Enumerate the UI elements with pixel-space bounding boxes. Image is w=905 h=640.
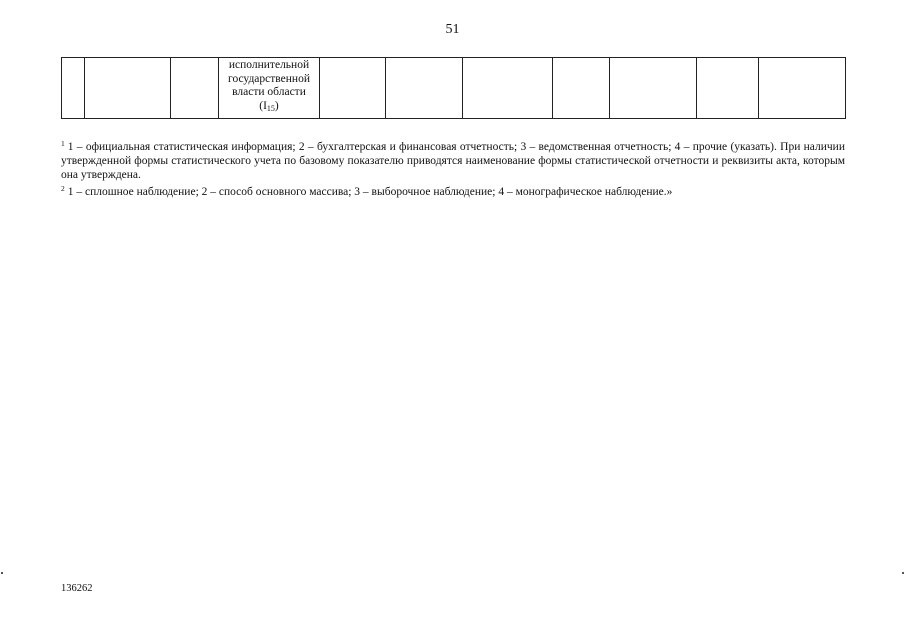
table-cell: [171, 58, 219, 119]
indicator-code-sub: 15: [266, 103, 275, 113]
table-cell: [759, 58, 846, 119]
table-row: [62, 58, 846, 119]
indicator-code: [259, 100, 279, 112]
cell-text-block: [219, 58, 319, 115]
cell-line: исполнительной: [228, 59, 310, 71]
table-cell: [386, 58, 463, 119]
footnote-1: [61, 137, 845, 182]
table-cell-authority: [219, 58, 320, 119]
footnote-text: 1 – официальная статистическая информация; 2 – бухгалтерская и финансовая отчетность; 3 – ведомственная отчетность; 4 – прочие (указать). При наличии утвержденной формы статистического учета по базовому показателю приводятся наименование формы статистической отчетности и реквизиты акта, которым она утверждена.: [61, 141, 845, 181]
table-cell: [553, 58, 610, 119]
footnote-text: 1 – сплошное наблюдение; 2 – способ основного массива; 3 – выборочное наблюдение; 4 – монографическое наблюдение.»: [67, 186, 673, 198]
cell-line: власти области: [232, 86, 306, 98]
indicator-code-close: ): [274, 99, 279, 112]
table-cell: [85, 58, 171, 119]
footnote-mark: 2: [61, 184, 65, 193]
scan-mark-left: [1, 572, 3, 574]
table-cell: [320, 58, 386, 119]
footnote-2: [61, 182, 845, 199]
table-cell: [697, 58, 759, 119]
table-cell: [463, 58, 553, 119]
indicator-table: [61, 57, 846, 119]
cell-line: государственной: [228, 72, 310, 85]
document-code: 136262: [61, 583, 93, 594]
table-cell: [610, 58, 697, 119]
footnotes: [61, 137, 845, 199]
table-cell: [62, 58, 85, 119]
page-number: 51: [445, 22, 460, 37]
indicator-code-main: (I: [259, 99, 267, 112]
scan-mark-right: [902, 572, 904, 574]
footnote-mark: 1: [61, 139, 65, 148]
